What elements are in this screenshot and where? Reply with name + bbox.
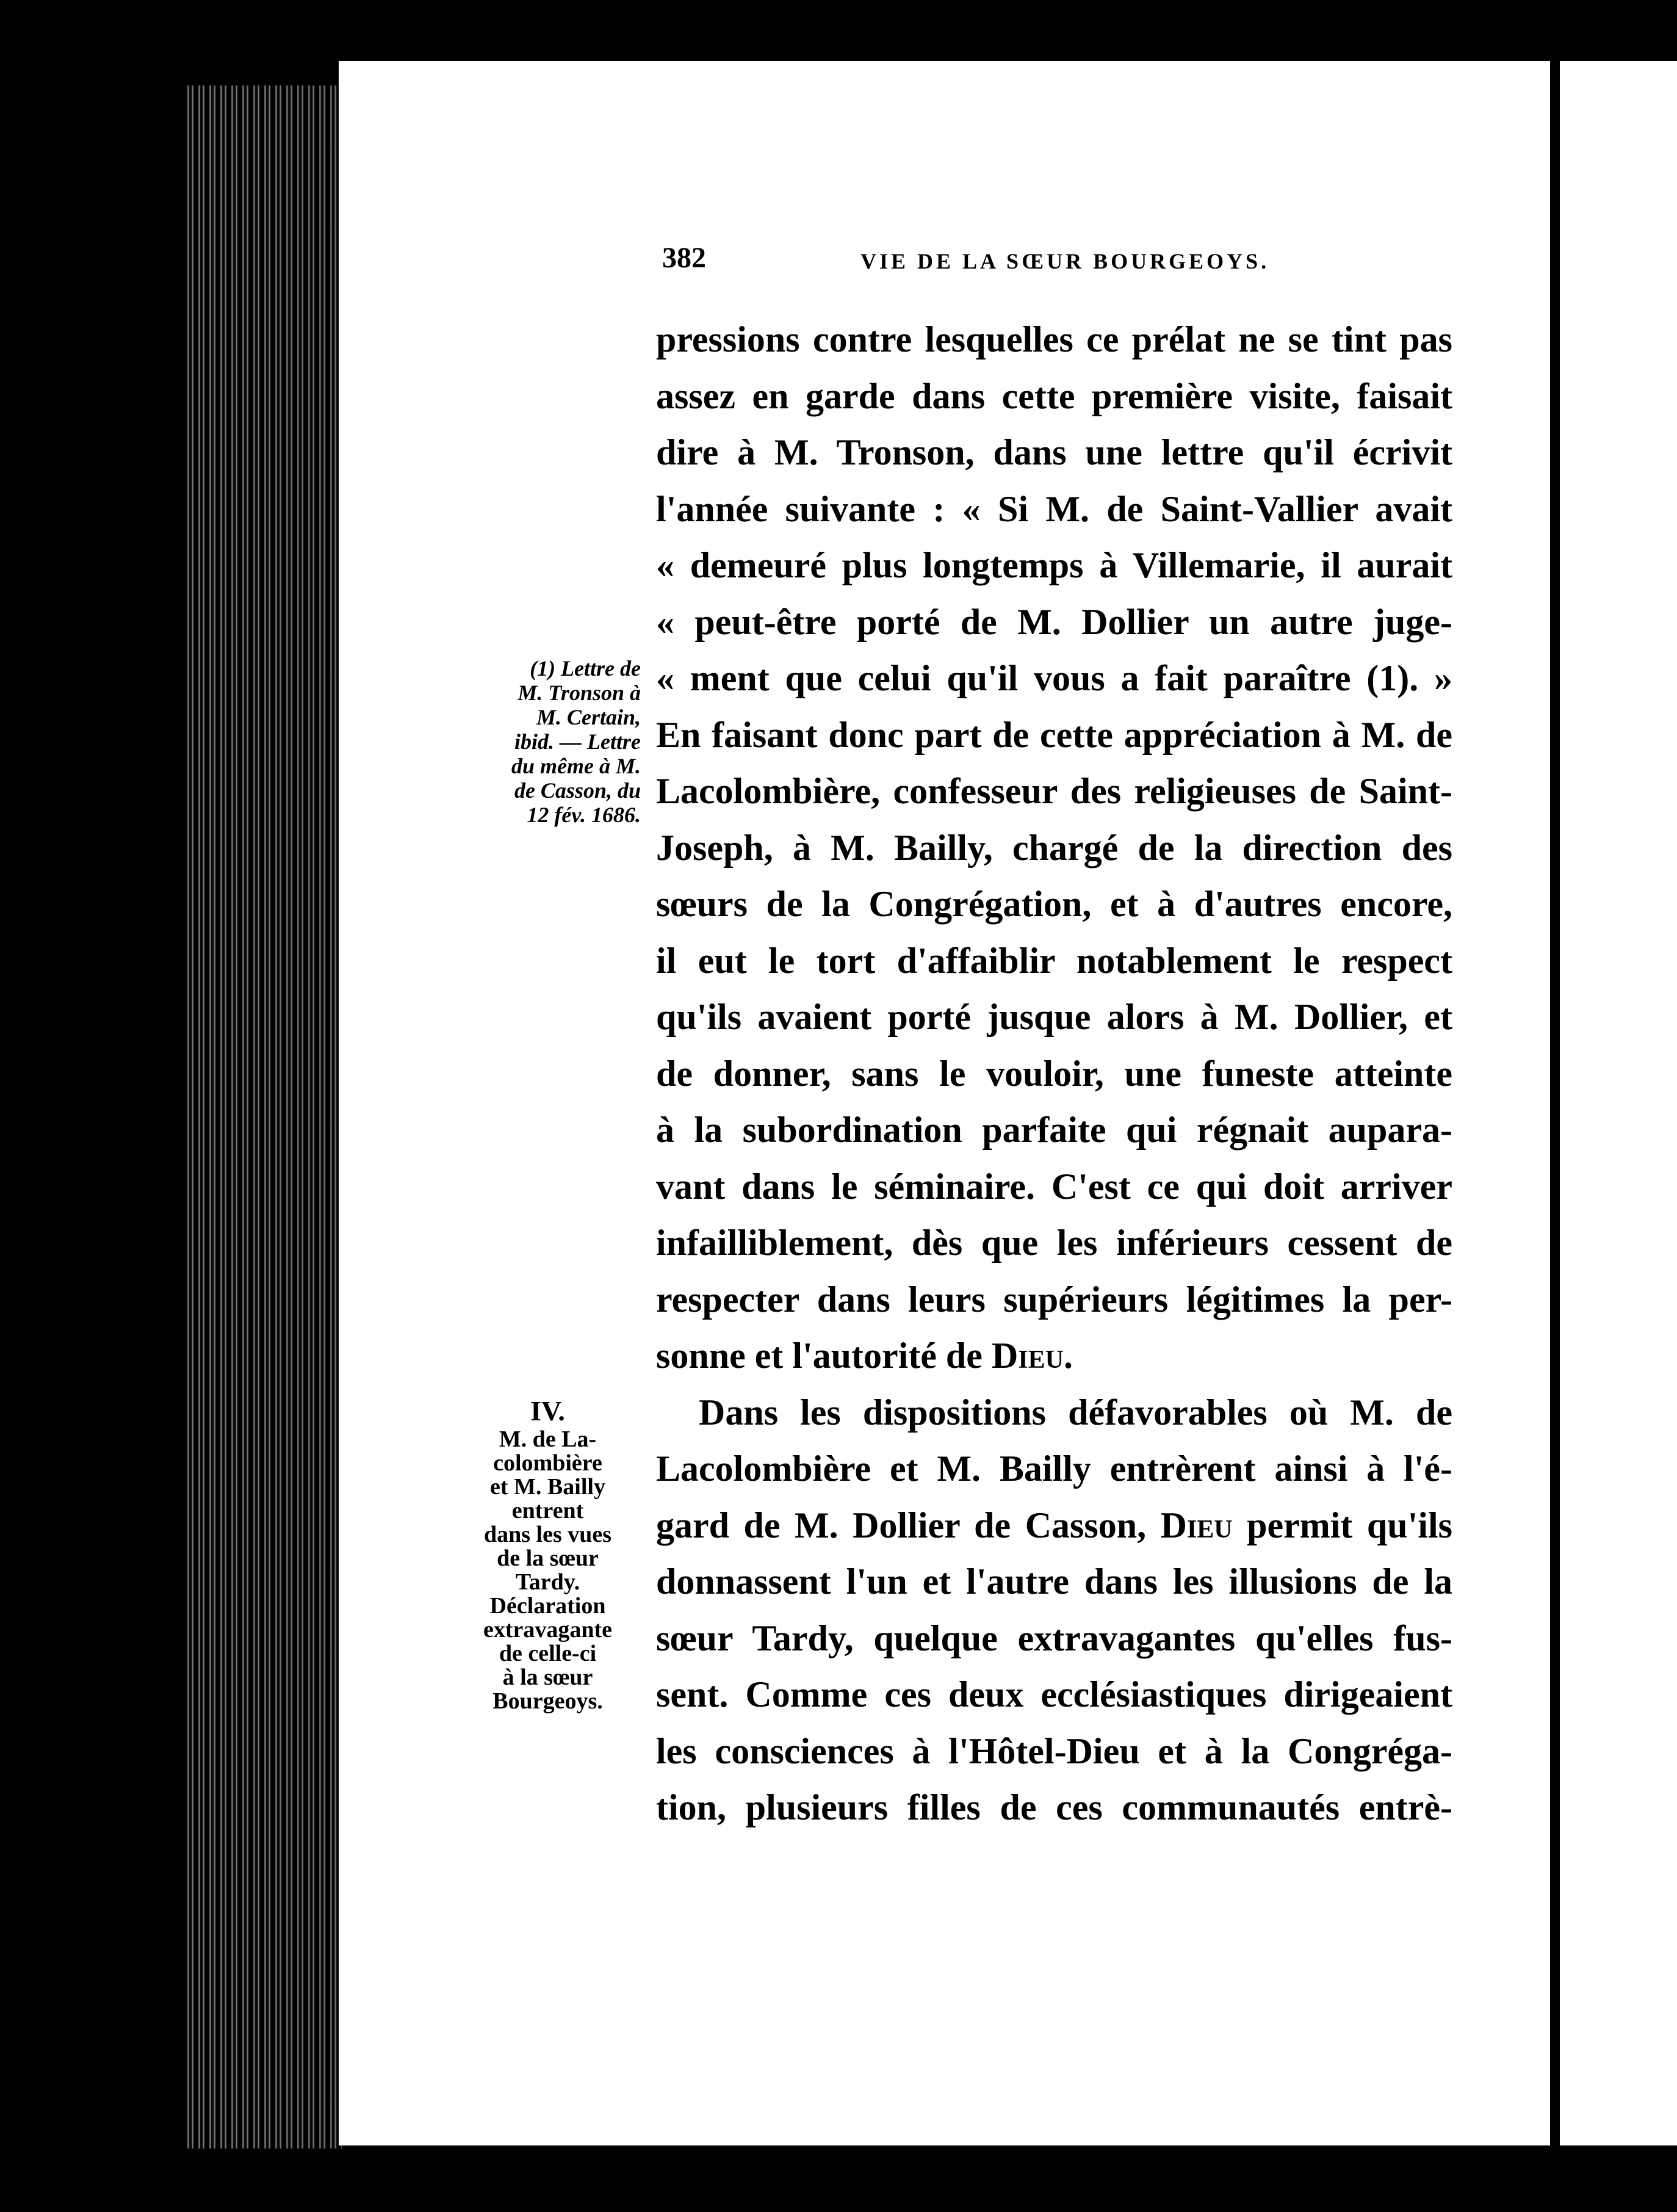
running-head bbox=[662, 241, 1272, 290]
body-line bbox=[656, 1328, 1452, 1384]
running-title: VIE DE LA SŒUR BOURGEOYS. bbox=[860, 249, 1270, 273]
body-line: « peut-être porté de M. Dollier un autre juge- bbox=[656, 601, 1452, 642]
summary-line: Déclaration bbox=[489, 1593, 606, 1619]
summary-line: entrent bbox=[511, 1498, 584, 1523]
body-line: l'année suivante : « Si M. de Saint-Vallier avait bbox=[656, 488, 1452, 529]
body-line: « ment que celui qu'il vous a fait paraître (1). » bbox=[656, 658, 1452, 698]
body-line: Dans les dispositions défavorables où M. de bbox=[699, 1392, 1452, 1433]
footnote-line: M. Certain, bbox=[536, 705, 641, 729]
facing-page-edge bbox=[1560, 61, 1677, 2145]
small-caps-word: Dieu bbox=[991, 1336, 1064, 1376]
book-page-edges bbox=[183, 85, 342, 2149]
summary-line: dans les vues bbox=[483, 1522, 612, 1547]
body-line: sent. Comme ces deux ecclésiastiques dirigeaient bbox=[656, 1674, 1452, 1715]
body-line: sœurs de la Congrégation, et à d'autres encore, bbox=[656, 884, 1452, 924]
summary-line: Tardy. bbox=[515, 1569, 580, 1595]
body-text bbox=[656, 311, 1452, 1836]
body-line: En faisant donc part de cette appréciation à M. de bbox=[656, 714, 1452, 755]
summary-line: à la sœur bbox=[502, 1664, 593, 1690]
body-line-text: sonne et l'autorité de bbox=[656, 1336, 992, 1376]
body-line: de donner, sans le vouloir, une funeste atteinte bbox=[656, 1053, 1452, 1094]
section-number: IV. bbox=[530, 1395, 565, 1426]
body-line: assez en garde dans cette première visite, faisait bbox=[656, 375, 1452, 416]
body-line: à la subordination parfaite qui régnait aupara- bbox=[656, 1110, 1452, 1150]
footnote-margin-note bbox=[464, 656, 641, 827]
footnote-line: de Casson, du bbox=[514, 778, 641, 803]
body-line-text: permit qu'ils bbox=[1232, 1505, 1452, 1545]
body-line: sœur Tardy, quelque extravagantes qu'elles fus- bbox=[656, 1617, 1452, 1658]
body-line: dire à M. Tronson, dans une lettre qu'il écrivit bbox=[656, 432, 1452, 472]
summary-line: extravagante bbox=[483, 1617, 613, 1643]
summary-line: et M. Bailly bbox=[490, 1474, 605, 1500]
body-line: pressions contre lesquelles ce prélat ne se tint pas bbox=[656, 319, 1452, 360]
footnote-line: (1) Lettre de bbox=[530, 656, 641, 681]
body-line: donnassent l'un et l'autre dans les illusions de la bbox=[656, 1561, 1452, 1602]
page-gutter bbox=[1550, 61, 1560, 2145]
summary-line: Bourgeoys. bbox=[492, 1688, 603, 1714]
body-line: Lacolombière et M. Bailly entrèrent ainsi à l'é- bbox=[656, 1448, 1452, 1489]
body-line: « demeuré plus longtemps à Villemarie, il aurait bbox=[656, 545, 1452, 585]
footnote-line: 12 fév. 1686. bbox=[527, 803, 641, 827]
summary-line: M. de La- bbox=[499, 1426, 597, 1452]
footnote-line: du même à M. bbox=[511, 754, 641, 778]
body-line: les consciences à l'Hôtel-Dieu et à la Congréga- bbox=[656, 1730, 1452, 1771]
body-line: Lacolombière, confesseur des religieuses de Saint- bbox=[656, 771, 1452, 811]
summary-line: de la sœur bbox=[497, 1545, 599, 1571]
summary-line: colombière bbox=[493, 1450, 602, 1476]
section-summary-margin-note bbox=[455, 1395, 641, 1713]
body-line: qu'ils avaient porté jusque alors à M. Dollier, et bbox=[656, 997, 1452, 1037]
body-line bbox=[656, 1497, 1452, 1554]
body-line: respecter dans leurs supérieurs légitimes la per- bbox=[656, 1279, 1452, 1320]
body-line: vant dans le séminaire. C'est ce qui doit arriver bbox=[656, 1166, 1452, 1207]
body-line-text: . bbox=[1063, 1336, 1073, 1376]
body-line: infailliblement, dès que les inférieurs cessent de bbox=[656, 1223, 1452, 1263]
footnote-line: ibid. — Lettre bbox=[514, 729, 641, 754]
page-number: 382 bbox=[662, 242, 706, 274]
small-caps-word: Dieu bbox=[1160, 1505, 1233, 1545]
body-line: Joseph, à M. Bailly, chargé de la direction des bbox=[656, 827, 1452, 868]
summary-line: de celle-ci bbox=[499, 1641, 597, 1666]
body-line: tion, plusieurs filles de ces communautés entrè- bbox=[656, 1787, 1452, 1827]
footnote-line: M. Tronson à bbox=[518, 681, 641, 705]
body-line: il eut le tort d'affaiblir notablement le respect bbox=[656, 940, 1452, 981]
body-line-text: gard de M. Dollier de Casson, bbox=[656, 1505, 1161, 1545]
